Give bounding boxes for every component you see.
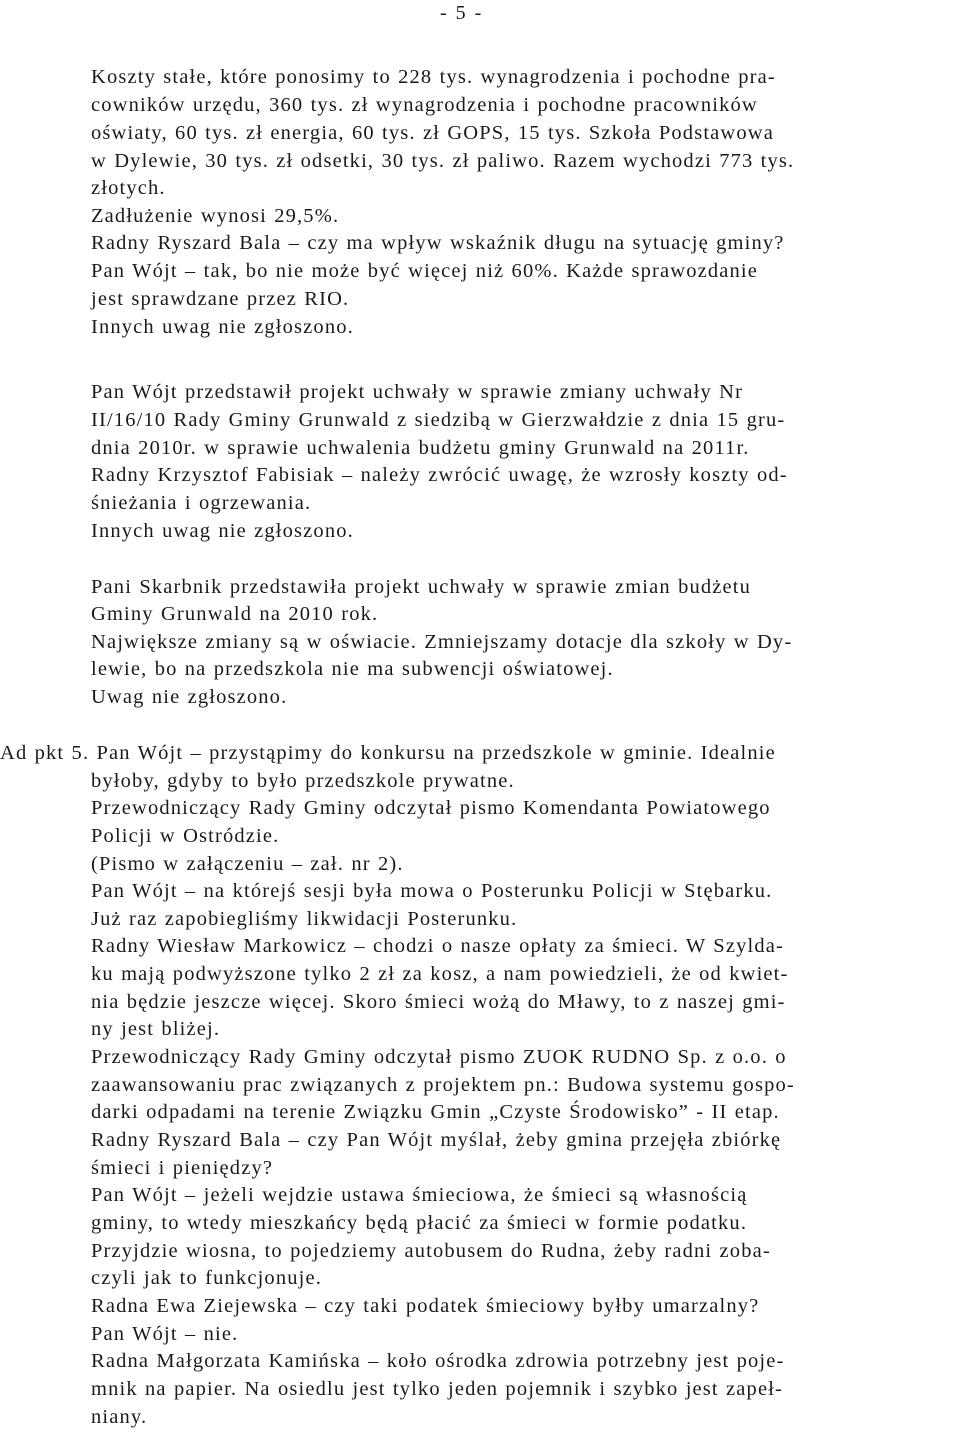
text-line: śmieci i pieniędzy? [91,1157,274,1179]
text-line: darki odpadami na terenie Związku Gmin „Czyste Środowisko” - II etap. [91,1101,780,1123]
text-line: Przyjdzie wiosna, to pojedziemy autobusem do Rudna, żeby radni zoba- [91,1240,771,1262]
text-line: Pan Wójt – nie. [91,1323,239,1345]
text-line: Uwag nie zgłoszono. [91,686,288,708]
text-line: (Pismo w załączeniu – zał. nr 2). [91,853,404,875]
text-line: w Dylewie, 30 tys. zł odsetki, 30 tys. zł paliwo. Razem wychodzi 773 tys. [91,150,795,172]
text-line: byłoby, gdyby to było przedszkole prywatne. [91,770,515,792]
text-line: Radna Ewa Ziejewska – czy taki podatek śmieciowy byłby umarzalny? [91,1295,760,1317]
text-line: Już raz zapobiegliśmy likwidacji Posterunku. [91,908,518,930]
text-line: Pan Wójt – jeżeli wejdzie ustawa śmieciowa, że śmieci są własnością [91,1184,748,1206]
text-line: Pan Wójt – tak, bo nie może być więcej niż 60%. Każde sprawozdanie [91,260,759,282]
text-line: Innych uwag nie zgłoszono. [91,316,354,338]
text-line: Radny Wiesław Markowicz – chodzi o nasze opłaty za śmieci. W Szylda- [91,935,784,957]
text-line: Największe zmiany są w oświacie. Zmniejszamy dotacje dla szkoły w Dy- [91,631,793,653]
text-line: Pan Wójt – na którejś sesji była mowa o Posterunku Policji w Stębarku. [91,880,773,902]
text-line: mnik na papier. Na osiedlu jest tylko jeden pojemnik i szybko jest zapeł- [91,1378,784,1400]
text-line: czyli jak to funkcjonuje. [91,1267,322,1289]
text-line: Pani Skarbnik przedstawiła projekt uchwały w sprawie zmian budżetu [91,576,752,598]
text-line: Ad pkt 5. Pan Wójt – przystąpimy do konkursu na przedszkole w gminie. Idealnie [0,742,776,764]
text-line: Zadłużenie wynosi 29,5%. [91,205,340,227]
text-line: Radny Ryszard Bala – czy Pan Wójt myślał, żeby gmina przejęła zbiórkę [91,1129,782,1151]
text-line: Gminy Grunwald na 2010 rok. [91,603,379,625]
text-line: jest sprawdzane przez RIO. [91,288,350,310]
text-line: niany. [91,1406,148,1428]
page-number: - 5 - [440,2,484,24]
text-line: Przewodniczący Rady Gminy odczytał pismo ZUOK RUDNO Sp. z o.o. o [91,1046,787,1068]
text-line: złotych. [91,177,166,199]
text-line: Innych uwag nie zgłoszono. [91,520,354,542]
text-line: ny jest bliżej. [91,1018,221,1040]
text-line: nia będzie jeszcze więcej. Skoro śmieci wożą do Mławy, to z naszej gmi- [91,991,786,1013]
text-line: II/16/10 Rady Gminy Grunwald z siedzibą w Gierzwałdzie z dnia 15 gru- [91,409,786,431]
text-line: oświaty, 60 tys. zł energia, 60 tys. zł GOPS, 15 tys. Szkoła Podstawowa [91,122,774,144]
text-line: Pan Wójt przedstawił projekt uchwały w sprawie zmiany uchwały Nr [91,381,744,403]
text-line: Policji w Ostródzie. [91,825,280,847]
text-line: dnia 2010r. w sprawie uchwalenia budżetu gminy Grunwald na 2011r. [91,437,750,459]
text-line: gminy, to wtedy mieszkańcy będą płacić za śmieci w formie podatku. [91,1212,748,1234]
text-line: Przewodniczący Rady Gminy odczytał pismo Komendanta Powiatowego [91,797,771,819]
text-line: Radny Krzysztof Fabisiak – należy zwrócić uwagę, że wzrosły koszty od- [91,464,788,486]
text-line: Radny Ryszard Bala – czy ma wpływ wskaźnik długu na sytuację gminy? [91,232,785,254]
text-line: Koszty stałe, które ponosimy to 228 tys. wynagrodzenia i pochodne pra- [91,66,776,88]
text-line: zaawansowaniu prac związanych z projektem pn.: Budowa systemu gospo- [91,1074,795,1096]
text-line: Radna Małgorzata Kamińska – koło ośrodka zdrowia potrzebny jest poje- [91,1350,785,1372]
text-line: śnieżania i ogrzewania. [91,492,312,514]
text-line: ku mają podwyższone tylko 2 zł za kosz, a nam powiedzieli, że od kwiet- [91,963,789,985]
text-line: cowników urzędu, 360 tys. zł wynagrodzenia i pochodne pracowników [91,94,758,116]
text-line: lewie, bo na przedszkola nie ma subwencji oświatowej. [91,658,614,680]
